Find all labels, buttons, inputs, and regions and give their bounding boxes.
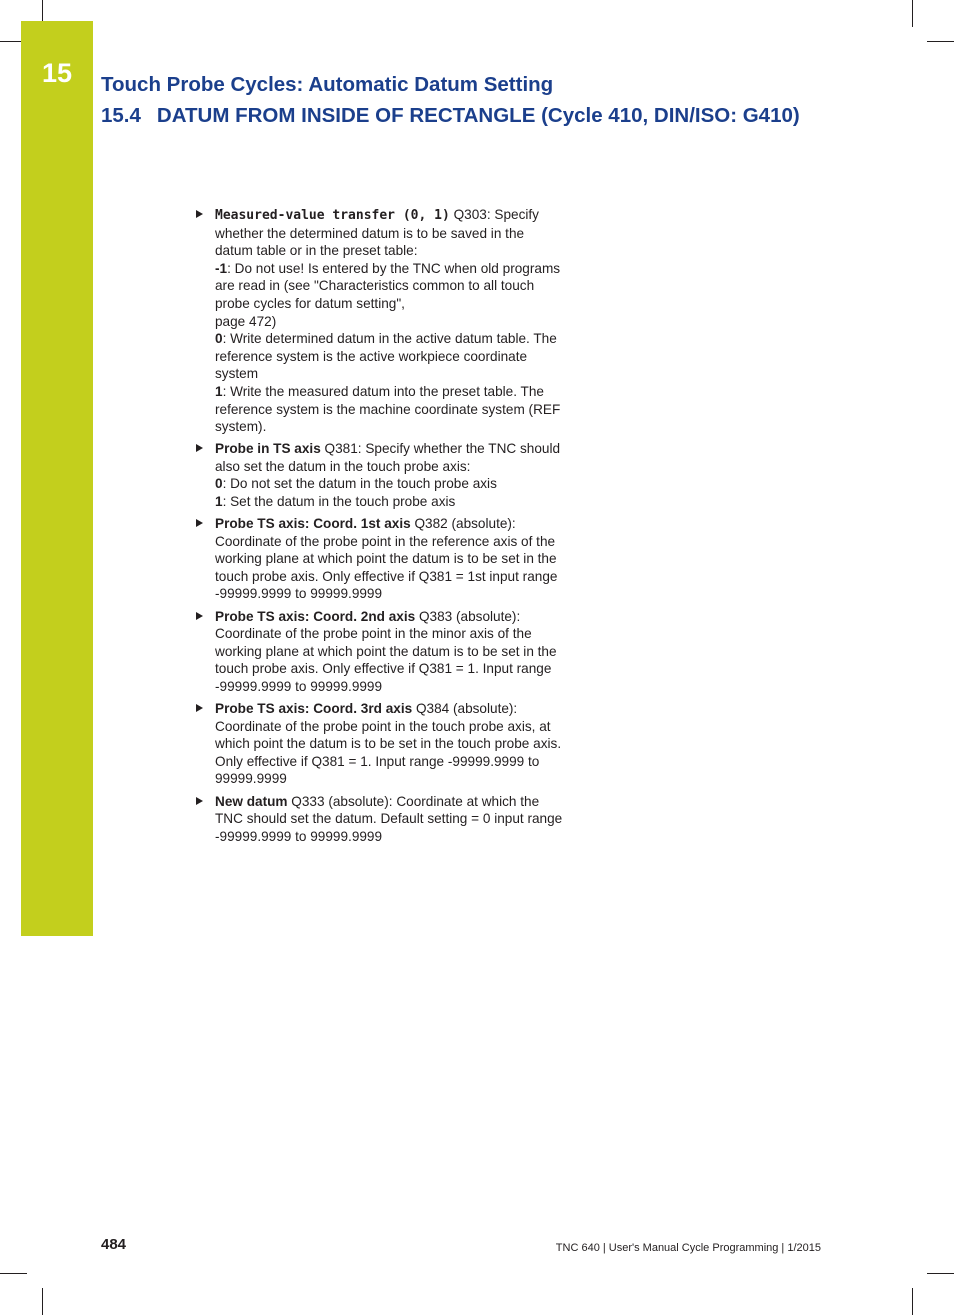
parameter-option bbox=[215, 493, 564, 511]
parameter-description bbox=[215, 206, 564, 260]
crop-mark bbox=[42, 1288, 43, 1315]
parameter-text: Q384 (absolute): Coordinate of the probe point in the touch probe axis, at which point the datum is to be set in the touch probe axis. Only effective if Q381 = 1. Input range -99999.9999 to 99999.9999 bbox=[215, 701, 562, 787]
section-title: DATUM FROM INSIDE OF RECTANGLE (Cycle 410, DIN/ISO: G410) bbox=[156, 104, 800, 127]
parameter-text: Q381: Specify whether the TNC should also set the datum in the touch probe axis: bbox=[215, 441, 561, 474]
parameter-item bbox=[194, 206, 564, 436]
parameter-description bbox=[215, 515, 564, 603]
parameter-term: Measured-value transfer (0, 1) bbox=[215, 208, 450, 223]
parameter-text: Q383 (absolute): Coordinate of the probe point in the minor axis of the working plane at which point the datum is to be set in the touch probe axis. Only effective if Q381 = 1. Input range -99999.9999 to 99999.9999 bbox=[215, 608, 557, 694]
parameter-item bbox=[194, 700, 564, 788]
parameter-item bbox=[194, 515, 564, 603]
bullet-arrow-icon bbox=[196, 444, 203, 452]
parameter-term: Probe in TS axis bbox=[215, 441, 321, 457]
crop-mark bbox=[912, 1288, 913, 1315]
parameter-text: Q333 (absolute): Coordinate at which the TNC should set the datum. Default setting = 0 input range -99999.9999 to 99999.9999 bbox=[215, 793, 563, 844]
crop-mark bbox=[927, 41, 954, 42]
section-number: 15.4 bbox=[101, 104, 141, 127]
parameter-item bbox=[194, 608, 564, 696]
parameter-option bbox=[215, 313, 564, 331]
bullet-arrow-icon bbox=[196, 797, 203, 805]
option-text: : Do not use! Is entered by the TNC when old programs are read in (see "Characteristics common to all touch probe cycles for datum setting", bbox=[215, 260, 561, 311]
parameter-term: Probe TS axis: Coord. 1st axis bbox=[215, 516, 411, 532]
bullet-arrow-icon bbox=[196, 612, 203, 620]
parameter-list bbox=[194, 206, 564, 850]
bullet-arrow-icon bbox=[196, 704, 203, 712]
section-heading bbox=[101, 104, 800, 128]
crop-mark bbox=[0, 1273, 27, 1274]
footer-text: TNC 640 | User's Manual Cycle Programming | 1/2015 bbox=[555, 1242, 821, 1254]
parameter-item bbox=[194, 440, 564, 510]
parameter-option bbox=[215, 383, 564, 436]
crop-mark bbox=[927, 1273, 954, 1274]
option-text: : Write the measured datum into the preset table. The reference system is the machine coordinate system (REF system). bbox=[215, 383, 561, 435]
parameter-text: Q303: Specify whether the determined datum is to be saved in the datum table or in the preset table: bbox=[215, 207, 539, 259]
parameter-description bbox=[215, 700, 564, 788]
option-code: -1 bbox=[215, 260, 228, 276]
parameter-item bbox=[194, 793, 564, 846]
bullet-arrow-icon bbox=[196, 519, 203, 527]
chapter-title: Touch Probe Cycles: Automatic Datum Setting bbox=[101, 73, 554, 96]
bullet-arrow-icon bbox=[196, 210, 203, 218]
option-code: 0 bbox=[215, 331, 223, 347]
parameter-term: New datum bbox=[215, 793, 288, 809]
option-code: 1 bbox=[215, 383, 223, 399]
chapter-number: 15 bbox=[41, 58, 73, 88]
option-code: 1 bbox=[215, 494, 223, 509]
parameter-term: Probe TS axis: Coord. 3rd axis bbox=[215, 701, 413, 717]
parameter-description bbox=[215, 608, 564, 696]
option-code: 0 bbox=[215, 476, 223, 492]
parameter-term: Probe TS axis: Coord. 2nd axis bbox=[215, 608, 416, 624]
parameter-option bbox=[215, 475, 564, 493]
option-text: : Set the datum in the touch probe axis bbox=[222, 494, 456, 509]
parameter-description bbox=[215, 793, 564, 846]
page-number: 484 bbox=[101, 1236, 127, 1253]
option-text: : Do not set the datum in the touch probe axis bbox=[222, 476, 497, 492]
crop-mark bbox=[912, 0, 913, 27]
parameter-text: Q382 (absolute): Coordinate of the probe point in the reference axis of the working plane at which point the datum is to be set in the touch probe axis. Only effective if Q381 = 1st input range -99999.9999 to 99999.9999 bbox=[215, 516, 558, 602]
option-text: : Write determined datum in the active datum table. The reference system is the active workpiece coordinate system bbox=[215, 331, 557, 382]
parameter-description bbox=[215, 440, 564, 475]
parameter-option bbox=[215, 260, 564, 313]
parameter-option bbox=[215, 330, 564, 383]
chapter-sidebar bbox=[21, 21, 93, 936]
option-text: page 472) bbox=[215, 313, 277, 329]
